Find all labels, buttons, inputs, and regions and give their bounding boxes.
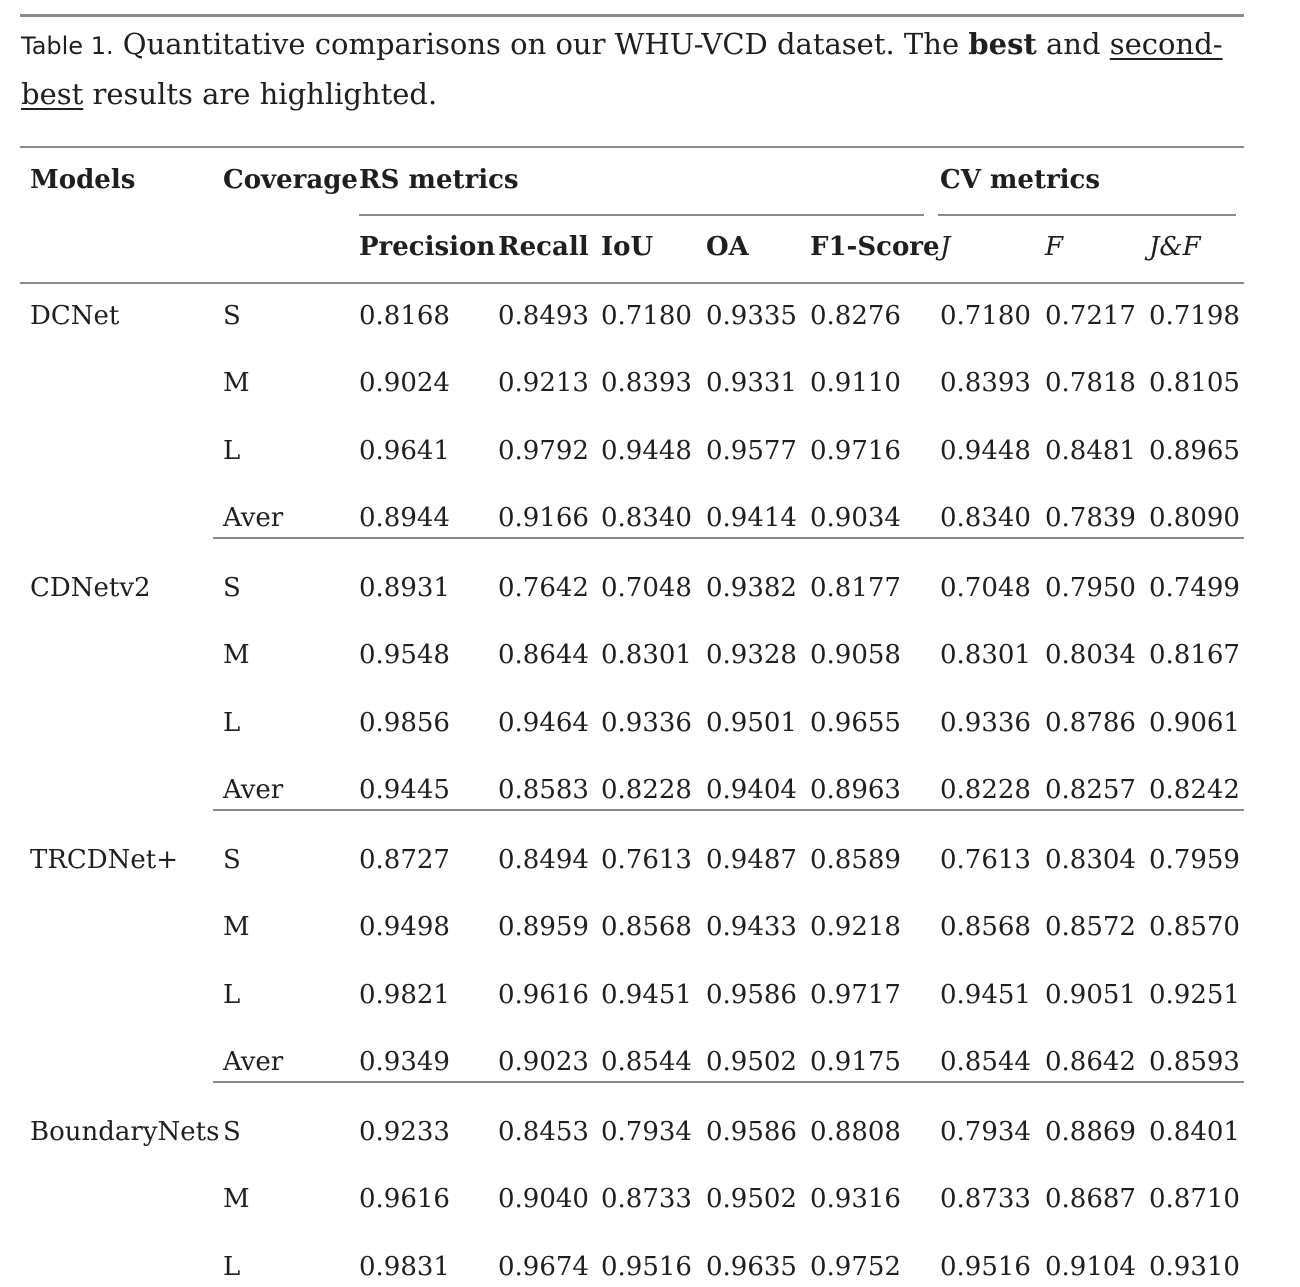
value-oa: 0.9404 — [706, 775, 797, 805]
value-j-and-f: 0.8710 — [1149, 1184, 1240, 1214]
model-name: DCNet — [30, 301, 120, 331]
value-f: 0.8572 — [1045, 912, 1136, 942]
value-iou: 0.8301 — [601, 640, 692, 670]
value-j: 0.8733 — [940, 1184, 1031, 1214]
value-f: 0.7839 — [1045, 503, 1136, 533]
coverage-cell: S — [223, 301, 241, 331]
value-iou: 0.8733 — [601, 1184, 692, 1214]
value-recall: 0.8583 — [498, 775, 589, 805]
value-j: 0.8340 — [940, 503, 1031, 533]
value-precision: 0.9498 — [359, 912, 450, 942]
coverage-cell: L — [223, 436, 241, 466]
value-oa: 0.9502 — [706, 1184, 797, 1214]
value-j-and-f: 0.9310 — [1149, 1252, 1240, 1282]
value-iou: 0.7934 — [601, 1117, 692, 1147]
value-iou: 0.9448 — [601, 436, 692, 466]
value-f1-score: 0.9716 — [810, 436, 901, 466]
value-iou: 0.7048 — [601, 573, 692, 603]
value-iou: 0.8393 — [601, 368, 692, 398]
value-oa: 0.9501 — [706, 708, 797, 738]
value-recall: 0.8453 — [498, 1117, 589, 1147]
value-precision: 0.9024 — [359, 368, 450, 398]
value-j-and-f: 0.7198 — [1149, 301, 1240, 331]
coverage-cell: M — [223, 1184, 250, 1214]
value-recall: 0.9213 — [498, 368, 589, 398]
value-precision: 0.9616 — [359, 1184, 450, 1214]
caption-middle: and — [1036, 27, 1110, 61]
value-iou: 0.9451 — [601, 980, 692, 1010]
value-precision: 0.8168 — [359, 301, 450, 331]
group-separator-rule — [213, 1081, 1244, 1083]
caption-label: Table 1. — [21, 32, 114, 60]
value-recall: 0.8494 — [498, 845, 589, 875]
coverage-cell: S — [223, 573, 241, 603]
value-iou: 0.7180 — [601, 301, 692, 331]
value-recall: 0.9040 — [498, 1184, 589, 1214]
value-f: 0.7217 — [1045, 301, 1136, 331]
value-precision: 0.9445 — [359, 775, 450, 805]
value-j: 0.8568 — [940, 912, 1031, 942]
value-f1-score: 0.9034 — [810, 503, 901, 533]
caption-text-after: results are highlighted. — [83, 77, 438, 111]
coverage-cell: Aver — [223, 775, 284, 805]
col-recall: Recall — [498, 232, 589, 262]
coverage-cell: S — [223, 1117, 241, 1147]
value-j-and-f: 0.8105 — [1149, 368, 1240, 398]
col-oa: OA — [706, 232, 749, 262]
value-iou: 0.7613 — [601, 845, 692, 875]
value-oa: 0.9586 — [706, 1117, 797, 1147]
value-precision: 0.8727 — [359, 845, 450, 875]
value-f: 0.9104 — [1045, 1252, 1136, 1282]
value-oa: 0.9487 — [706, 845, 797, 875]
value-j-and-f: 0.8242 — [1149, 775, 1240, 805]
value-recall: 0.9023 — [498, 1047, 589, 1077]
value-precision: 0.8944 — [359, 503, 450, 533]
value-j: 0.8393 — [940, 368, 1031, 398]
value-f: 0.8034 — [1045, 640, 1136, 670]
value-f1-score: 0.8177 — [810, 573, 901, 603]
value-j-and-f: 0.7959 — [1149, 845, 1240, 875]
col-j-and-f: J&F — [1149, 232, 1201, 262]
table-top-rule — [20, 14, 1244, 17]
value-f: 0.8642 — [1045, 1047, 1136, 1077]
value-f1-score: 0.9752 — [810, 1252, 901, 1282]
col-iou: IoU — [601, 232, 654, 262]
value-precision: 0.9831 — [359, 1252, 450, 1282]
value-f1-score: 0.8808 — [810, 1117, 901, 1147]
value-f1-score: 0.9655 — [810, 708, 901, 738]
value-j-and-f: 0.7499 — [1149, 573, 1240, 603]
value-oa: 0.9331 — [706, 368, 797, 398]
coverage-cell: L — [223, 708, 241, 738]
caption-second-best: second-best — [21, 27, 1223, 111]
value-precision: 0.9821 — [359, 980, 450, 1010]
header-bottom-rule — [20, 282, 1244, 284]
value-j: 0.8228 — [940, 775, 1031, 805]
value-oa: 0.9414 — [706, 503, 797, 533]
value-j: 0.7934 — [940, 1117, 1031, 1147]
value-f1-score: 0.9717 — [810, 980, 901, 1010]
coverage-cell: M — [223, 640, 250, 670]
value-oa: 0.9382 — [706, 573, 797, 603]
header-cv-metrics: CV metrics — [940, 165, 1101, 195]
value-recall: 0.9616 — [498, 980, 589, 1010]
coverage-cell: M — [223, 912, 250, 942]
group-separator-rule — [213, 537, 1244, 539]
value-f: 0.8786 — [1045, 708, 1136, 738]
value-f: 0.8257 — [1045, 775, 1136, 805]
cv-group-rule — [938, 214, 1236, 216]
table-caption — [21, 20, 1246, 118]
model-name: BoundaryNets — [30, 1117, 220, 1147]
value-f1-score: 0.9316 — [810, 1184, 901, 1214]
value-j: 0.9516 — [940, 1252, 1031, 1282]
header-coverage: Coverage — [223, 165, 358, 195]
col-f1-score: F1-Score — [810, 232, 940, 262]
value-oa: 0.9335 — [706, 301, 797, 331]
model-name: CDNetv2 — [30, 573, 151, 603]
value-precision: 0.9548 — [359, 640, 450, 670]
value-recall: 0.9464 — [498, 708, 589, 738]
value-f1-score: 0.9175 — [810, 1047, 901, 1077]
rs-group-rule — [359, 214, 924, 216]
model-name: TRCDNet+ — [30, 845, 179, 875]
caption-text-before: Quantitative comparisons on our WHU-VCD dataset. The — [113, 27, 969, 61]
value-iou: 0.8544 — [601, 1047, 692, 1077]
value-j-and-f: 0.8401 — [1149, 1117, 1240, 1147]
value-f1-score: 0.9110 — [810, 368, 901, 398]
value-recall: 0.8644 — [498, 640, 589, 670]
coverage-cell: L — [223, 1252, 241, 1282]
value-j: 0.9336 — [940, 708, 1031, 738]
value-f: 0.9051 — [1045, 980, 1136, 1010]
value-j: 0.8301 — [940, 640, 1031, 670]
caption-best: best — [968, 27, 1037, 61]
value-j: 0.7613 — [940, 845, 1031, 875]
value-j: 0.9451 — [940, 980, 1031, 1010]
value-precision: 0.9349 — [359, 1047, 450, 1077]
value-f1-score: 0.8589 — [810, 845, 901, 875]
value-j-and-f: 0.8090 — [1149, 503, 1240, 533]
value-recall: 0.9166 — [498, 503, 589, 533]
value-j: 0.9448 — [940, 436, 1031, 466]
value-f: 0.7950 — [1045, 573, 1136, 603]
value-f1-score: 0.9058 — [810, 640, 901, 670]
coverage-cell: L — [223, 980, 241, 1010]
coverage-cell: Aver — [223, 503, 284, 533]
value-oa: 0.9328 — [706, 640, 797, 670]
value-oa: 0.9577 — [706, 436, 797, 466]
value-recall: 0.7642 — [498, 573, 589, 603]
col-precision: Precision — [359, 232, 496, 262]
value-oa: 0.9433 — [706, 912, 797, 942]
value-recall: 0.8959 — [498, 912, 589, 942]
coverage-cell: M — [223, 368, 250, 398]
value-f: 0.8687 — [1045, 1184, 1136, 1214]
coverage-cell: Aver — [223, 1047, 284, 1077]
value-oa: 0.9586 — [706, 980, 797, 1010]
value-j-and-f: 0.8167 — [1149, 640, 1240, 670]
value-precision: 0.9856 — [359, 708, 450, 738]
header-models: Models — [30, 165, 136, 195]
value-iou: 0.9336 — [601, 708, 692, 738]
value-recall: 0.8493 — [498, 301, 589, 331]
value-j-and-f: 0.8593 — [1149, 1047, 1240, 1077]
value-j: 0.8544 — [940, 1047, 1031, 1077]
col-j: J — [940, 232, 951, 262]
value-f: 0.8869 — [1045, 1117, 1136, 1147]
value-iou: 0.8568 — [601, 912, 692, 942]
header-top-rule — [20, 146, 1244, 148]
value-iou: 0.8228 — [601, 775, 692, 805]
value-j: 0.7048 — [940, 573, 1031, 603]
value-oa: 0.9635 — [706, 1252, 797, 1282]
col-f: F — [1045, 232, 1064, 262]
value-f: 0.8304 — [1045, 845, 1136, 875]
value-recall: 0.9674 — [498, 1252, 589, 1282]
value-f1-score: 0.8276 — [810, 301, 901, 331]
value-precision: 0.9233 — [359, 1117, 450, 1147]
coverage-cell: S — [223, 845, 241, 875]
value-recall: 0.9792 — [498, 436, 589, 466]
value-f: 0.8481 — [1045, 436, 1136, 466]
value-f1-score: 0.9218 — [810, 912, 901, 942]
value-precision: 0.8931 — [359, 573, 450, 603]
value-iou: 0.8340 — [601, 503, 692, 533]
value-j: 0.7180 — [940, 301, 1031, 331]
group-separator-rule — [213, 809, 1244, 811]
value-j-and-f: 0.9251 — [1149, 980, 1240, 1010]
header-rs-metrics: RS metrics — [359, 165, 519, 195]
results-table — [20, 146, 1244, 1287]
value-f: 0.7818 — [1045, 368, 1136, 398]
value-j-and-f: 0.8965 — [1149, 436, 1240, 466]
value-precision: 0.9641 — [359, 436, 450, 466]
value-j-and-f: 0.8570 — [1149, 912, 1240, 942]
value-oa: 0.9502 — [706, 1047, 797, 1077]
value-f1-score: 0.8963 — [810, 775, 901, 805]
value-iou: 0.9516 — [601, 1252, 692, 1282]
value-j-and-f: 0.9061 — [1149, 708, 1240, 738]
